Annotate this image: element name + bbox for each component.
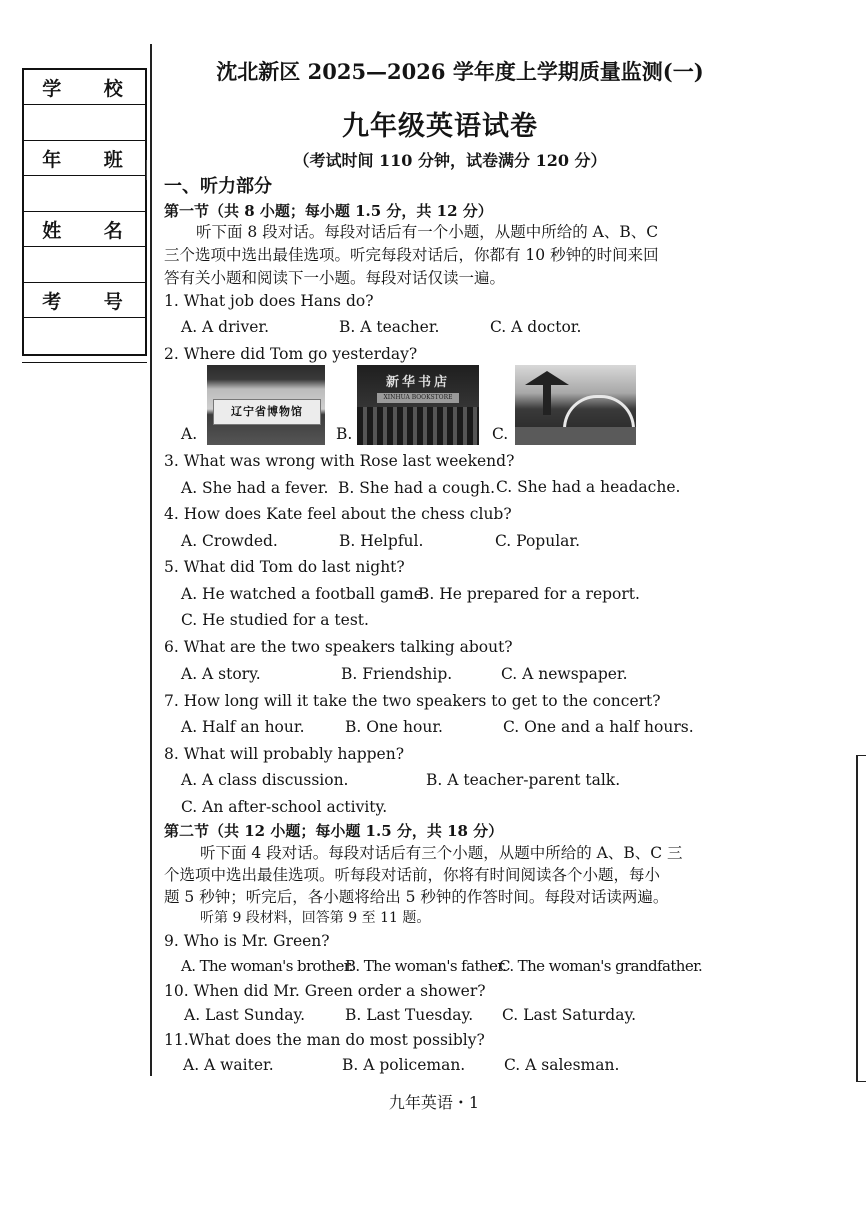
- option-a[interactable]: A. He watched a football game.: [181, 585, 428, 603]
- pavilion-post: [543, 385, 551, 415]
- option-a[interactable]: A.: [181, 425, 198, 443]
- option-b[interactable]: B. A teacher.: [339, 318, 440, 336]
- museum-sign: 辽宁省博物馆: [213, 399, 321, 425]
- bookstore-sub-sign-text: XINHUA BOOKSTORE: [383, 394, 453, 401]
- part2-material-note: 听第 9 段材料，回答第 9 至 11 题。: [200, 910, 431, 926]
- option-c[interactable]: C. Popular.: [495, 532, 581, 550]
- page-footer: 九年英语・1: [388, 1093, 480, 1112]
- option-b[interactable]: B. A policeman.: [342, 1056, 466, 1074]
- option-c[interactable]: C. Last Saturday.: [502, 1006, 637, 1024]
- part1-heading: 第一节（共 8 小题；每小题 1.5 分，共 12 分）: [164, 202, 493, 220]
- right-edge-bracket: [856, 755, 866, 1082]
- bookstore-sign: 新华书店: [385, 375, 450, 390]
- section-heading: 一、听力部分: [164, 176, 272, 197]
- exam-info: （考试时间 110 分钟，试卷满分 120 分）: [293, 151, 607, 170]
- binding-line: [150, 44, 152, 1076]
- question-3: 3. What was wrong with Rose last weekend?: [164, 452, 515, 470]
- exam-title: 沈北新区 2025—2026 学年度上学期质量监测(一): [216, 59, 704, 84]
- school-label: 学 校: [24, 70, 145, 105]
- storefront: [357, 407, 479, 445]
- option-c[interactable]: C. An after-school activity.: [181, 798, 388, 816]
- part1-instruction-line: 三个选项中选出最佳选项。听完每段对话后，你都有 10 秒钟的时间来回: [164, 246, 659, 264]
- question-8: 8. What will probably happen?: [164, 745, 405, 763]
- option-a[interactable]: A. Last Sunday.: [184, 1006, 306, 1024]
- option-b[interactable]: B. The woman's father.: [345, 957, 507, 975]
- option-b[interactable]: B. Friendship.: [341, 665, 453, 683]
- class-label: 年 班: [24, 141, 145, 176]
- museum-photo[interactable]: [207, 365, 325, 445]
- exam-number-label: 考 号: [24, 283, 145, 318]
- part2-instruction-line: 听下面 4 段对话。每段对话后有三个小题，从题中所给的 A、B、C 三: [200, 844, 683, 862]
- option-c[interactable]: C. One and a half hours.: [503, 718, 694, 736]
- option-b[interactable]: B. A teacher-parent talk.: [426, 771, 621, 789]
- part2-instruction-line: 个选项中选出最佳选项。听每段对话前，你将有时间阅读各个小题，每小: [164, 866, 661, 884]
- name-label: 姓 名: [24, 212, 145, 247]
- exam-number-field[interactable]: [24, 318, 145, 354]
- option-c[interactable]: C. The woman's grandfather.: [499, 957, 703, 975]
- option-c[interactable]: C. He studied for a test.: [181, 611, 369, 629]
- option-c[interactable]: C. She had a headache.: [496, 478, 681, 496]
- lake-water: [515, 427, 636, 445]
- option-b[interactable]: B. He prepared for a report.: [418, 585, 640, 603]
- part1-instruction-line: 听下面 8 段对话。每段对话后有一个小题，从题中所给的 A、B、C: [196, 223, 659, 241]
- question-5: 5. What did Tom do last night?: [164, 558, 405, 576]
- option-c[interactable]: C. A newspaper.: [501, 665, 628, 683]
- option-a[interactable]: A. A story.: [181, 665, 261, 683]
- question-7: 7. How long will it take the two speakers to get to the concert?: [164, 692, 661, 710]
- question-11: 11.What does the man do most possibly?: [164, 1031, 485, 1049]
- question-2: 2. Where did Tom go yesterday?: [164, 345, 418, 363]
- option-b[interactable]: B. Last Tuesday.: [345, 1006, 474, 1024]
- question-6: 6. What are the two speakers talking about?: [164, 638, 513, 656]
- option-c[interactable]: C. A doctor.: [490, 318, 582, 336]
- part1-instruction-line: 答有关小题和阅读下一小题。每段对话仅读一遍。: [164, 269, 506, 287]
- option-b[interactable]: B. One hour.: [345, 718, 443, 736]
- part2-instruction-line: 题 5 秒钟；听完后，各小题将给出 5 秒钟的作答时间。每段对话读两遍。: [164, 888, 669, 906]
- option-a[interactable]: A. Half an hour.: [181, 718, 305, 736]
- option-b[interactable]: B.: [336, 425, 353, 443]
- option-c[interactable]: C. A salesman.: [504, 1056, 620, 1074]
- question-10: 10. When did Mr. Green order a shower?: [164, 982, 486, 1000]
- option-a[interactable]: A. She had a fever.: [181, 479, 329, 497]
- question-9: 9. Who is Mr. Green?: [164, 932, 330, 950]
- pavilion-roof: [525, 371, 569, 385]
- option-a[interactable]: A. The woman's brother.: [181, 957, 353, 975]
- paper-title: 九年级英语试卷: [342, 111, 538, 142]
- option-b[interactable]: B. She had a cough.: [338, 479, 496, 497]
- binding-underline: [22, 362, 147, 363]
- part2-heading: 第二节（共 12 小题；每小题 1.5 分，共 18 分）: [164, 822, 504, 840]
- option-b[interactable]: B. Helpful.: [339, 532, 424, 550]
- option-a[interactable]: A. A driver.: [181, 318, 270, 336]
- option-a[interactable]: A. A waiter.: [183, 1056, 274, 1074]
- park-photo[interactable]: [515, 365, 636, 445]
- option-c[interactable]: C.: [492, 425, 509, 443]
- question-4: 4. How does Kate feel about the chess club?: [164, 505, 512, 523]
- class-field[interactable]: [24, 176, 145, 212]
- bookstore-sub-sign: [377, 393, 459, 403]
- name-field[interactable]: [24, 247, 145, 283]
- bookstore-photo[interactable]: [357, 365, 479, 445]
- question-1: 1. What job does Hans do?: [164, 292, 374, 310]
- option-a[interactable]: A. A class discussion.: [181, 771, 349, 789]
- option-a[interactable]: A. Crowded.: [181, 532, 278, 550]
